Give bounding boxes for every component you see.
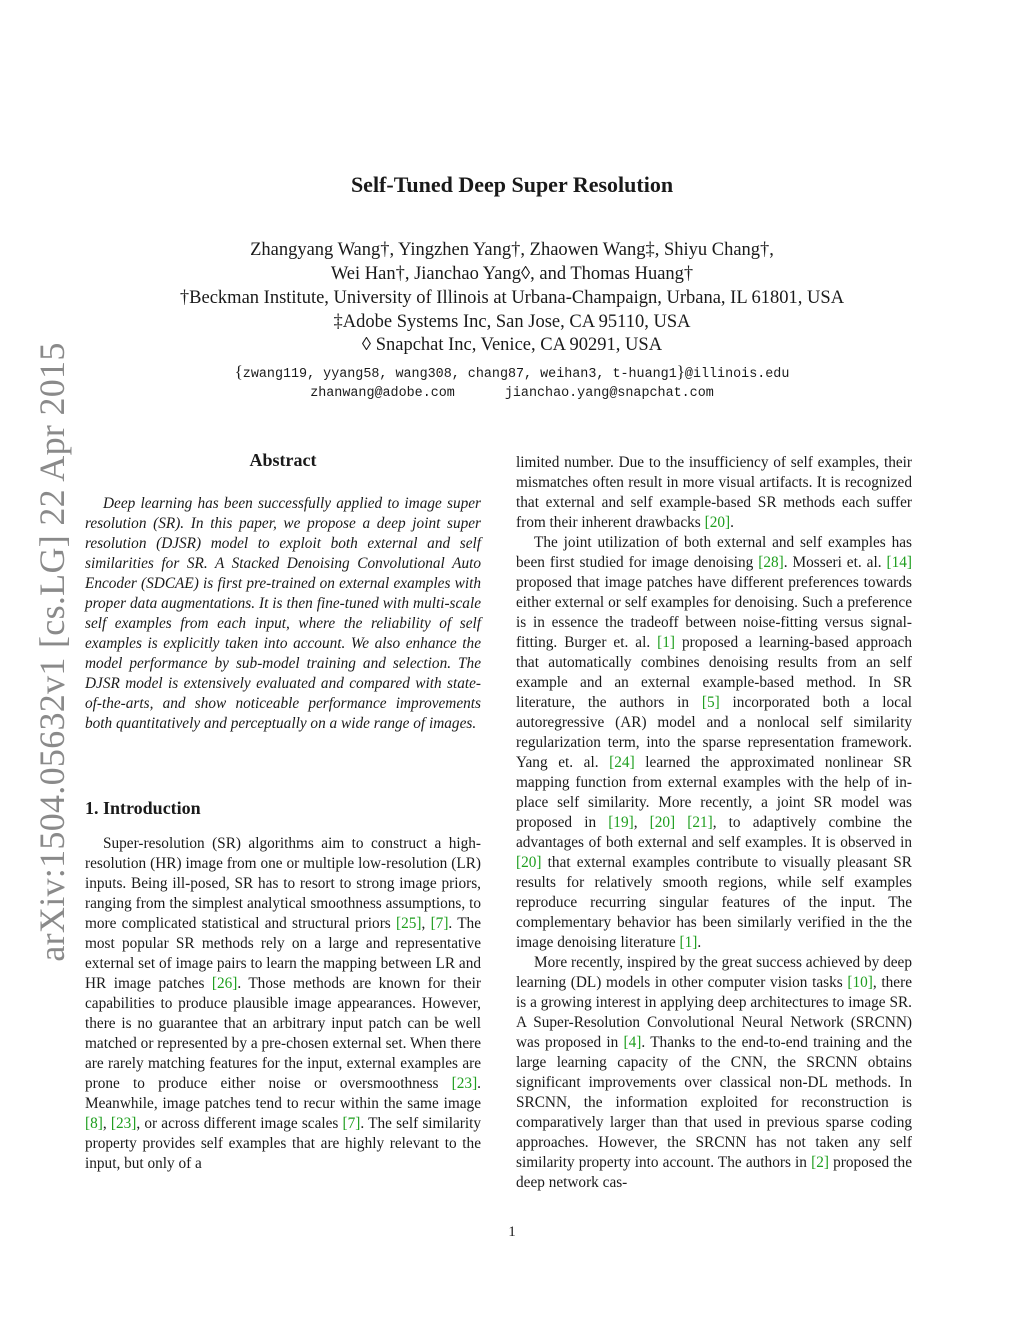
text-segment: More recently, inspired by the great success achieved by deep learning (DL) models in other computer vision tasks [516, 954, 912, 991]
citation-link[interactable]: [26] [211, 975, 238, 992]
text-segment: . The self similarity property provides self examples that are highly relevant to the input, but only of a [85, 1115, 481, 1172]
citation-link[interactable]: [21] [687, 814, 713, 831]
citation-link[interactable]: [28] [758, 554, 784, 571]
citation-link[interactable]: [14] [886, 554, 912, 571]
text-segment: proposed that image patches have different preferences towards either external or self examples for denoising. Such a preference is in essence the tradeoff between noise-fitting versus signal-fitting. Burger et. al. [516, 574, 912, 651]
citation-link[interactable]: [25] [396, 915, 422, 932]
citation-link[interactable]: [23] [110, 1115, 137, 1132]
text-segment: , there is a growing interest in applying deep architectures to image SR. A Super-Resolution Convolutional Neural Network (SRCNN) was proposed in [516, 974, 912, 1051]
abstract-heading: Abstract [249, 450, 317, 470]
abstract-body [85, 494, 481, 734]
citation-link[interactable]: [1] [657, 634, 676, 651]
text-segment: . Meanwhile, image patches tend to recur within the same image [85, 1075, 481, 1112]
email-snapchat[interactable]: jianchao.yang@snapchat.com [504, 386, 714, 401]
intro-body [85, 834, 481, 1174]
citation-link[interactable]: [2] [811, 1154, 829, 1171]
text-segment: . [697, 934, 702, 951]
text-segment: that external examples contribute to visually pleasant SR results for relatively smooth regions, while self examples reproduce recurring singular features of the input. The complementary behavior has been similarly verified in the the image denoising literature [516, 854, 912, 951]
citation-link[interactable]: [7] [342, 1115, 361, 1132]
paragraph [85, 834, 481, 1174]
author-line: Wei Han†, Jianchao Yang◊, and Thomas Huang† [330, 264, 694, 284]
paper-title: Self-Tuned Deep Super Resolution [350, 172, 674, 197]
citation-link[interactable]: [4] [623, 1034, 642, 1051]
author-line: Zhangyang Wang†, Yingzhen Yang†, Zhaowen Wang‡, Shiyu Chang†, [250, 240, 774, 260]
text-segment: proposed a learning-based approach that automatically combines denoising results from an self example and an external example-based method. In SR literature, the authors in [516, 634, 912, 711]
right-column [516, 453, 912, 1193]
affiliation-line: †Beckman Institute, University of Illinois at Urbana-Champaign, Urbana, IL 61801, USA [179, 288, 845, 308]
brace-close: } [676, 362, 685, 381]
citation-link[interactable]: [20] [704, 514, 731, 531]
citation-link[interactable]: [23] [451, 1075, 478, 1092]
text-segment: . [730, 514, 734, 531]
citation-link[interactable]: [20] [516, 854, 542, 871]
text-segment: Super-resolution (SR) algorithms aim to construct a high-resolution (HR) image from one or multiple low-resolution (LR) inputs. Being ill-posed, SR has to resort to strong image priors, ranging from the simplest analytical smoothness assumptions, to more complicated statistical and structural priors [85, 835, 481, 932]
email-list: zwang119, yyang58, wang308, chang87, weihan3, t-huang1 [242, 367, 677, 382]
citation-link[interactable]: [19] [608, 814, 634, 831]
arxiv-identifier: arXiv:1504.05632v1 [cs.LG] 22 Apr 2015 [32, 342, 72, 962]
text-segment: , or across different image scales [136, 1115, 343, 1132]
text-segment: The joint utilization of both external and self examples has been first studied for image denoising [516, 534, 912, 571]
affiliation-line: ◊ Snapchat Inc, Venice, CA 90291, USA [361, 335, 663, 355]
text-segment: limited number. Due to the insufficiency of self examples, their mismatches often result in more visual artifacts. It is recognized that external and self example-based SR methods each suffer from their inherent drawbacks [516, 454, 912, 531]
citation-link[interactable]: [7] [430, 915, 449, 932]
abstract-text: Deep learning has been successfully applied to image super resolution (SR). In this paper, we propose a deep joint super resolution (DJSR) model to exploit both external and self similarities for SR. A Stacked Denoising Convolutional Auto Encoder (SDCAE) is first pre-trained on external examples with proper data augmentations. It is then fine-tuned with multi-scale self examples from each input, where the reliability of self examples is explicitly taken into account. We also enhance the model performance by sub-model training and selection. The DJSR model is extensively evaluated and compared with state-of-the-arts, and show noticeable performance improvements both quantitatively and perceptually on a wide range of images. [85, 495, 481, 732]
citation-link[interactable]: [20] [649, 814, 676, 831]
text-segment: . Mosseri et. al. [783, 554, 887, 571]
text-segment: . Those methods are known for their capabilities to produce plausible image appearances. However, there is no guarantee that an arbitrary input patch can be well matched or represented by a pre-chosen external set. When there are rarely matching features for the input, external examples are prone to produce either noise or oversmoothness [85, 975, 481, 1092]
citation-link[interactable]: [1] [679, 934, 698, 951]
email-domain: @illinois.edu [684, 367, 790, 382]
text-segment: , [421, 915, 431, 932]
text-segment: , [633, 814, 650, 831]
text-segment: . The most popular SR methods rely on a large and representative external set of image pairs to learn the mapping between LR and HR image patches [85, 915, 481, 992]
page-number: 1 [508, 1224, 516, 1240]
email-line [0, 386, 1024, 401]
text-segment: . Thanks to the end-to-end training and the large learning capacity of the CNN, the SRCNN obtains significant improvements over classical non-DL methods. In SRCNN, the information exploited for reconstruction is comparatively larger than that used in previous sparse coding approaches. However, the SRCNN has not taken any self similarity property into account. The authors in [516, 1034, 912, 1171]
email-adobe[interactable]: zhanwang@adobe.com [310, 386, 455, 401]
citation-link[interactable]: [8] [85, 1115, 103, 1132]
text-segment: proposed the deep network cas- [516, 1154, 912, 1191]
citation-link[interactable]: [5] [701, 694, 720, 711]
paragraph [516, 453, 912, 533]
affiliation-line: ‡Adobe Systems Inc, San Jose, CA 95110, USA [333, 312, 691, 332]
text-segment: , [102, 1115, 111, 1132]
paragraph [516, 533, 912, 953]
citation-link[interactable]: [24] [609, 754, 635, 771]
citation-link[interactable]: [10] [847, 974, 873, 991]
email-line [0, 362, 1024, 382]
text-segment: incorporated both a local autoregressive (AR) model and a nonlocal self similarity regularization term, into the sparse representation framework. Yang et. al. [516, 694, 912, 771]
brace-open: { [234, 362, 243, 381]
paragraph [516, 953, 912, 1193]
text-segment: learned the approximated nonlinear SR mapping function from external examples with the help of in-place self similarity. More recently, a joint SR model was proposed in [516, 754, 912, 831]
section-heading: 1. Introduction [85, 798, 201, 818]
text-segment [675, 814, 687, 831]
text-segment: , to adaptively combine the advantages of both external and self examples. It is observed in [516, 814, 912, 851]
